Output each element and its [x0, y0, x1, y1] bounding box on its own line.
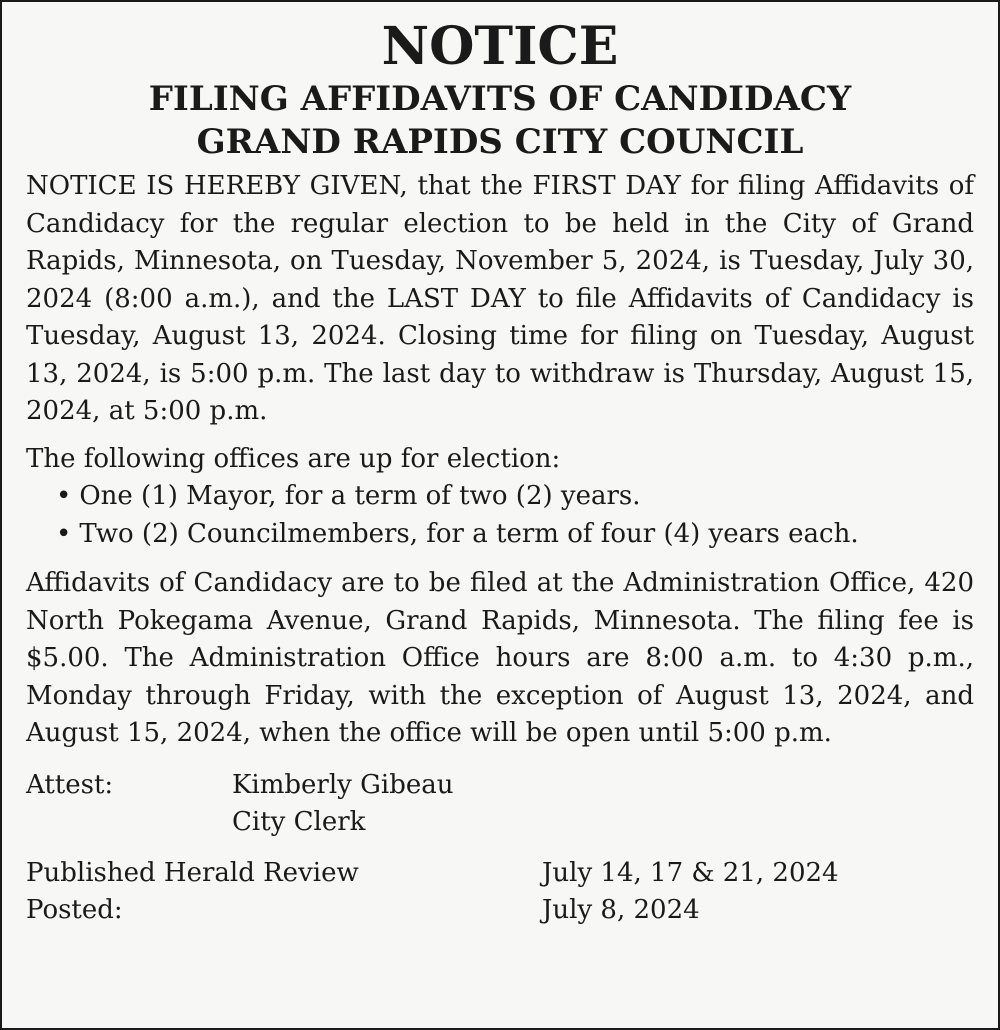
- attest-spacer: [26, 804, 232, 841]
- filing-location-paragraph: Affidavits of Candidacy are to be filed at the Administration Office, 420 North Pokegama Avenue, Grand Rapids, Minnesota. The filing fee is $5.00. The Administration Office hours are 8:00 a.m. to 4:30 p.m., Monday through Friday, with the exception of August 13, 2024, and August 15, 2024, when the office will be open until 5:00 p.m.: [26, 568, 974, 748]
- published-label: Published Herald Review: [26, 857, 359, 888]
- filing-dates-paragraph: NOTICE IS HEREBY GIVEN, that the FIRST DAY for filing Affidavits of Candidacy for the regular election to be held in the City of Grand Rapids, Minnesota, on Tuesday, November 5, 2024, is Tuesday, July 30, 2024 (8:00 a.m.), and the LAST DAY to file Affidavits of Candidacy is Tuesday, August 13, 2024. Closing time for filing on Tuesday, August 13, 2024, is 5:00 p.m. The last day to withdraw is Thursday, August 15, 2024, at 5:00 p.m.: [26, 171, 974, 426]
- attest-block: [26, 767, 974, 841]
- notice-subtitle-line1: FILING AFFIDAVITS OF CANDIDACY: [148, 79, 852, 119]
- bullet-icon: •: [56, 481, 72, 511]
- offices-intro: The following offices are up for election:: [26, 443, 561, 474]
- list-item: [56, 516, 974, 554]
- published-dates: July 14, 17 & 21, 2024: [542, 857, 839, 888]
- attest-name: Kimberly Gibeau: [232, 769, 454, 800]
- offices-list: [26, 478, 974, 553]
- office-mayor: One (1) Mayor, for a term of two (2) years.: [79, 481, 641, 511]
- publication-block: [26, 855, 974, 929]
- bullet-icon: •: [56, 518, 72, 549]
- notice-title: NOTICE: [381, 16, 619, 77]
- attest-role: City Clerk: [232, 806, 366, 837]
- office-councilmembers: Two (2) Councilmembers, for a term of four (4) years each.: [79, 518, 859, 549]
- list-item: [56, 478, 974, 516]
- notice-subtitle-line2: GRAND RAPIDS CITY COUNCIL: [196, 122, 804, 162]
- posted-date: July 8, 2024: [542, 894, 700, 925]
- attest-label: Attest:: [26, 769, 114, 800]
- posted-label: Posted:: [26, 894, 123, 925]
